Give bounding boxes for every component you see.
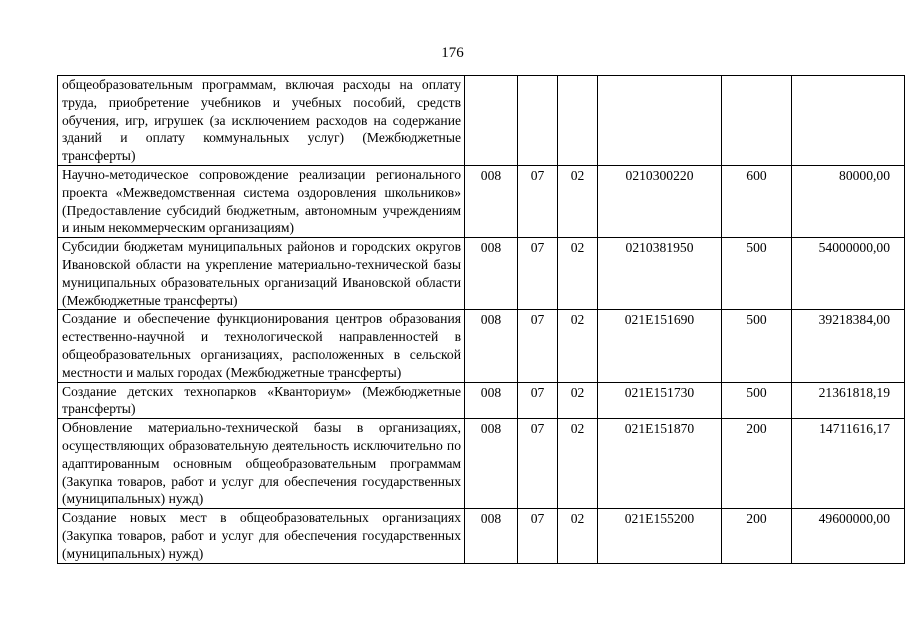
row-description: Создание новых мест в общеобразовательных организациях (Закупка товаров, работ и услуг для обеспечения государственных (муниципальных) нужд) bbox=[58, 509, 465, 563]
row-description: Создание детских технопарков «Кванториум» (Межбюджетные трансферты) bbox=[58, 382, 465, 419]
expense-type-code bbox=[722, 76, 792, 166]
ministry-code: 008 bbox=[465, 310, 518, 382]
subsection-code: 02 bbox=[558, 310, 598, 382]
row-description: Обновление материально-технической базы в организациях, осуществляющих образовательную деятельность исключительно по адаптированным основным общеобразовательным программам (Закупка товаров, работ и услуг для обеспечения государственных (муниципальных) нужд) bbox=[58, 419, 465, 509]
ministry-code: 008 bbox=[465, 509, 518, 563]
subsection-code: 02 bbox=[558, 382, 598, 419]
amount-cell: 21361818,19 bbox=[792, 382, 905, 419]
target-article-code: 021E151690 bbox=[598, 310, 722, 382]
budget-table bbox=[57, 75, 905, 564]
amount-cell bbox=[792, 76, 905, 166]
expense-type-code: 500 bbox=[722, 310, 792, 382]
section-code: 07 bbox=[518, 509, 558, 563]
page-number: 176 bbox=[441, 45, 464, 61]
amount-cell: 54000000,00 bbox=[792, 238, 905, 310]
subsection-code: 02 bbox=[558, 509, 598, 563]
row-description: Научно-методическое сопровождение реализации регионального проекта «Межведомственная система оздоровления школьников» (Предоставление субсидий бюджетным, автономным учреждениям и иным некоммерческим организациям) bbox=[58, 165, 465, 237]
target-article-code: 0210381950 bbox=[598, 238, 722, 310]
row-description: Субсидии бюджетам муниципальных районов и городских округов Ивановской области на укрепление материально-технической базы муниципальных образовательных организаций Ивановской области (Межбюджетные трансферты) bbox=[58, 238, 465, 310]
table-row bbox=[58, 419, 905, 509]
section-code: 07 bbox=[518, 419, 558, 509]
expense-type-code: 500 bbox=[722, 382, 792, 419]
subsection-code: 02 bbox=[558, 238, 598, 310]
ministry-code: 008 bbox=[465, 419, 518, 509]
table-row bbox=[58, 310, 905, 382]
ministry-code: 008 bbox=[465, 165, 518, 237]
table-row bbox=[58, 165, 905, 237]
target-article-code bbox=[598, 76, 722, 166]
amount-cell: 39218384,00 bbox=[792, 310, 905, 382]
subsection-code bbox=[558, 76, 598, 166]
section-code: 07 bbox=[518, 238, 558, 310]
target-article-code: 0210300220 bbox=[598, 165, 722, 237]
table-row bbox=[58, 76, 905, 166]
subsection-code: 02 bbox=[558, 165, 598, 237]
table-body bbox=[58, 76, 905, 564]
table-row bbox=[58, 509, 905, 563]
ministry-code: 008 bbox=[465, 238, 518, 310]
section-code: 07 bbox=[518, 382, 558, 419]
target-article-code: 021E155200 bbox=[598, 509, 722, 563]
subsection-code: 02 bbox=[558, 419, 598, 509]
expense-type-code: 600 bbox=[722, 165, 792, 237]
expense-type-code: 200 bbox=[722, 419, 792, 509]
row-description: Создание и обеспечение функционирования центров образования естественно-научной и технологической направленностей в общеобразовательных организациях, расположенных в сельской местности и малых городах (Межбюджетные трансферты) bbox=[58, 310, 465, 382]
ministry-code: 008 bbox=[465, 382, 518, 419]
expense-type-code: 200 bbox=[722, 509, 792, 563]
target-article-code: 021E151870 bbox=[598, 419, 722, 509]
amount-cell: 14711616,17 bbox=[792, 419, 905, 509]
ministry-code bbox=[465, 76, 518, 166]
target-article-code: 021E151730 bbox=[598, 382, 722, 419]
expense-type-code: 500 bbox=[722, 238, 792, 310]
table-row bbox=[58, 238, 905, 310]
row-description: общеобразовательным программам, включая расходы на оплату труда, приобретение учебников и учебных пособий, средств обучения, игр, игрушек (за исключением расходов на содержание зданий и оплату коммунальных услуг) (Межбюджетные трансферты) bbox=[58, 76, 465, 166]
amount-cell: 80000,00 bbox=[792, 165, 905, 237]
amount-cell: 49600000,00 bbox=[792, 509, 905, 563]
section-code bbox=[518, 76, 558, 166]
section-code: 07 bbox=[518, 310, 558, 382]
section-code: 07 bbox=[518, 165, 558, 237]
table-row bbox=[58, 382, 905, 419]
